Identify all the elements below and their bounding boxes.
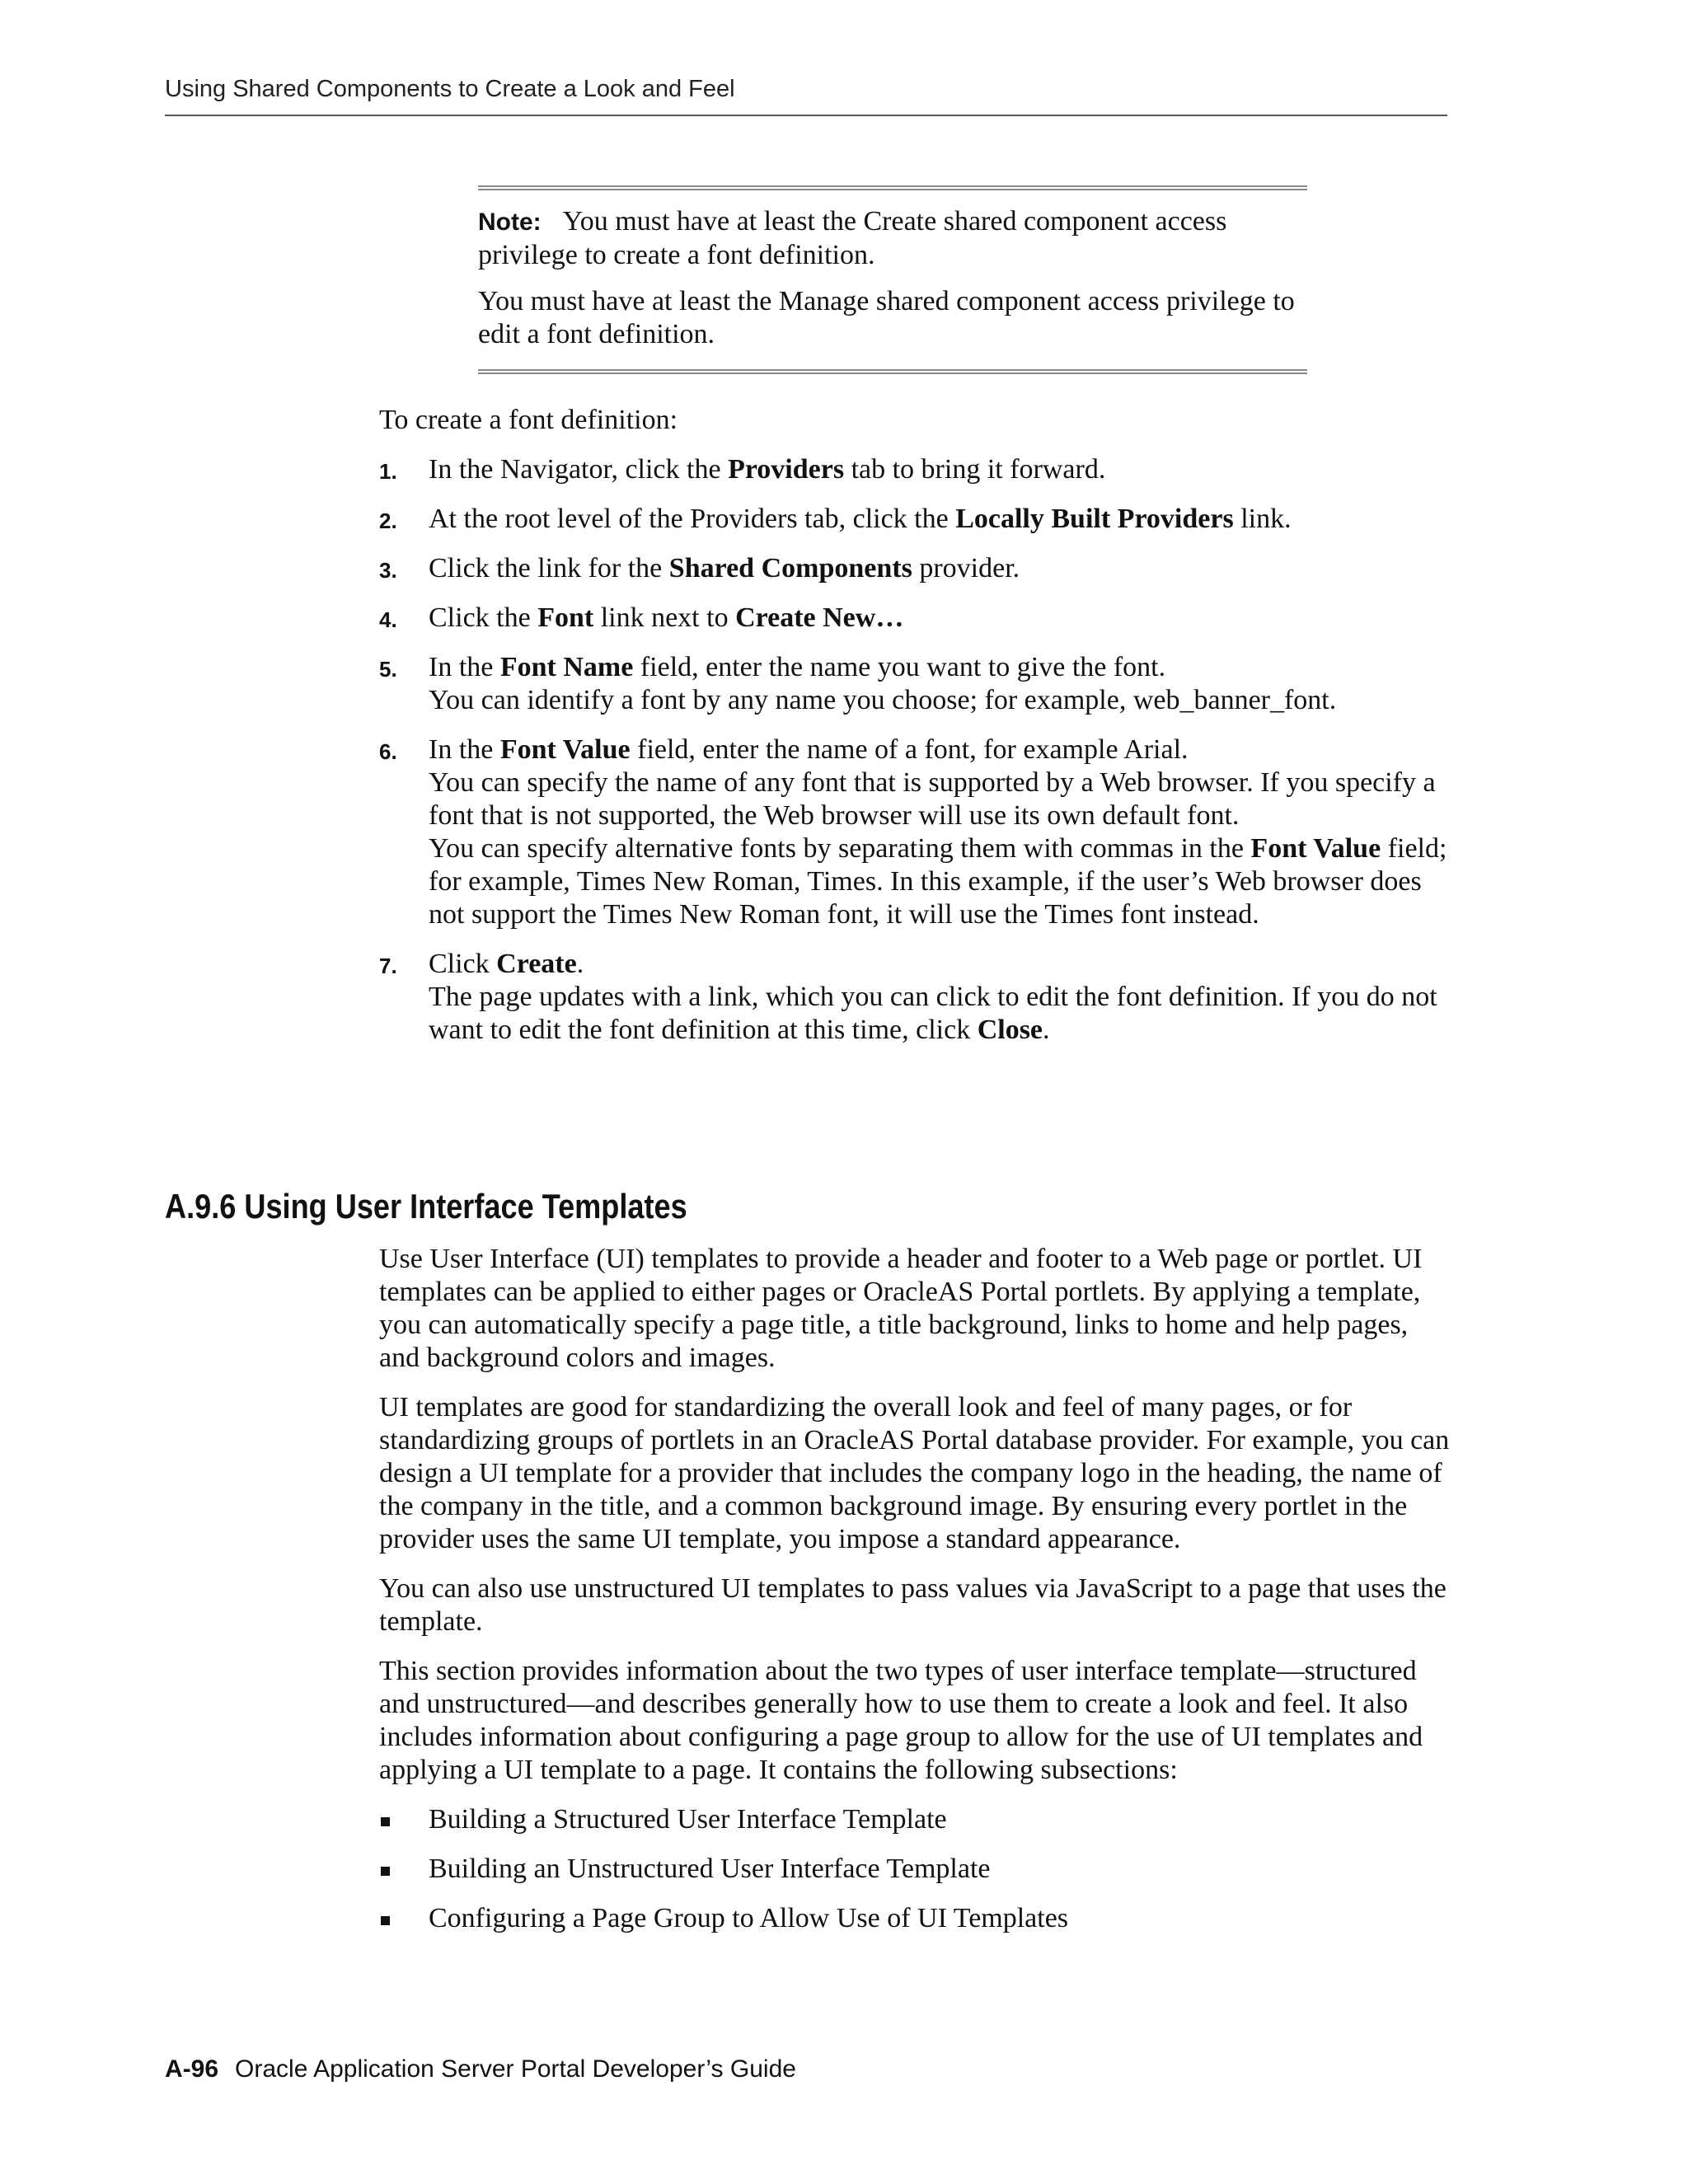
step-text: Click the <box>429 602 538 633</box>
ui-term: Providers <box>728 454 845 485</box>
step-text: Click the link for the <box>429 553 669 583</box>
ui-term: Font Value <box>1250 833 1381 864</box>
list-item <box>379 1902 1451 1935</box>
list-item-text: Building an Unstructured User Interface Template <box>429 1854 991 1884</box>
step-3 <box>379 552 1451 585</box>
step-text: In the <box>429 734 500 765</box>
step-text: In the <box>429 652 500 682</box>
body-paragraph: This section provides information about the two types of user interface template—structured and unstructured—and describes generally how to use them to create a look and feel. It also includes information about configuring a page group to allow for the use of UI templates and applying a UI template to a page. It contains the following subsections: <box>379 1656 1423 1785</box>
body-paragraph: Use User Interface (UI) templates to provide a header and footer to a Web page or portlet. UI templates can be applied to either pages or OracleAS Portal portlets. By applying a template, you can automatically specify a page title, a title background, links to home and help pages, and background colors and images. <box>379 1244 1423 1373</box>
step-detail <box>429 981 1451 1047</box>
running-header: Using Shared Components to Create a Look and Feel <box>165 76 735 102</box>
step-6 <box>379 733 1451 931</box>
header-divider <box>165 115 1447 116</box>
subsection-list <box>379 1803 1451 1935</box>
book-title: Oracle Application Server Portal Developer’s Guide <box>235 2055 796 2083</box>
ui-term: Font Name <box>499 652 634 682</box>
step-text: At the root level of the Providers tab, click the <box>429 504 956 534</box>
step-text: field, enter the name you want to give the font. <box>633 652 1166 682</box>
list-item <box>379 1803 1451 1836</box>
ui-term: Shared Components <box>668 553 912 583</box>
step-number: 2. <box>379 509 397 533</box>
step-text: . <box>576 949 584 979</box>
ui-term: Close <box>977 1015 1043 1045</box>
step-number: 1. <box>379 459 397 484</box>
step-text: field, enter the name of a font, for example Arial. <box>630 734 1189 765</box>
step-number: 5. <box>379 657 397 682</box>
procedure-intro: To create a font definition: <box>379 405 678 435</box>
step-text: In the Navigator, click the <box>429 454 729 485</box>
step-text: . <box>1043 1015 1050 1045</box>
step-text: The page updates with a link, which you can click to edit the font definition. If you do not want to edit the font definition at this time, click <box>429 982 1437 1045</box>
note-box <box>478 185 1307 374</box>
note-text-1: You must have at least the Create shared component access privilege to create a font definition. <box>478 206 1227 270</box>
step-number: 3. <box>379 558 397 583</box>
step-text: provider. <box>912 553 1020 583</box>
ui-term: Create <box>496 949 577 979</box>
square-bullet-icon <box>381 1867 390 1876</box>
step-1 <box>379 453 1451 486</box>
step-2 <box>379 503 1451 536</box>
page-number: A-96 <box>165 2055 219 2083</box>
list-item <box>379 1853 1451 1886</box>
step-number: 6. <box>379 739 397 764</box>
procedure <box>379 404 1451 1063</box>
step-text: You can specify alternative fonts by separating them with commas in the <box>429 833 1251 864</box>
step-number: 7. <box>379 954 397 978</box>
square-bullet-icon <box>381 1817 390 1826</box>
step-text: field; for example, Times New Roman, Times. In this example, if the user’s Web browser does not support the Times New Roman font, it will use the Times font instead. <box>429 833 1447 930</box>
list-item-text: Configuring a Page Group to Allow Use of UI Templates <box>429 1903 1069 1933</box>
note-paragraph-1 <box>478 205 1307 272</box>
step-text: link next to <box>593 602 736 633</box>
ui-term: Font <box>537 602 594 633</box>
section-heading: A.9.6 Using User Interface Templates <box>165 1187 687 1226</box>
note-paragraph-2: You must have at least the Manage shared component access privilege to edit a font definition. <box>478 286 1295 349</box>
step-number: 4. <box>379 607 397 632</box>
section-body <box>379 1243 1451 1952</box>
step-detail: You can specify the name of any font that is supported by a Web browser. If you specify a font that is not supported, the Web browser will use its own default font. <box>429 767 1436 831</box>
list-item-text: Building a Structured User Interface Template <box>429 1804 947 1835</box>
ui-term: Locally Built Providers <box>955 504 1234 534</box>
step-detail <box>429 832 1451 931</box>
step-text: Click <box>429 949 497 979</box>
step-4 <box>379 602 1451 635</box>
note-label: Note: <box>478 209 542 236</box>
step-detail: You can identify a font by any name you choose; for example, web_banner_font. <box>429 685 1337 715</box>
ui-term: Font Value <box>499 734 631 765</box>
body-paragraph: You can also use unstructured UI templates to pass values via JavaScript to a page that uses the template. <box>379 1573 1447 1637</box>
step-5 <box>379 651 1451 717</box>
step-7 <box>379 948 1451 1047</box>
step-text: tab to bring it forward. <box>844 454 1106 485</box>
step-text: link. <box>1233 504 1292 534</box>
ui-term: Create New… <box>735 602 904 633</box>
square-bullet-icon <box>381 1916 390 1925</box>
body-paragraph: UI templates are good for standardizing the overall look and feel of many pages, or for standardizing groups of portlets in an OracleAS Portal database provider. For example, you can design a UI template for a provider that includes the company logo in the heading, the name of the company in the title, and a common background image. By ensuring every portlet in the provider uses the same UI template, you impose a standard appearance. <box>379 1392 1450 1554</box>
page-footer <box>165 2055 796 2083</box>
step-list <box>379 453 1451 1047</box>
